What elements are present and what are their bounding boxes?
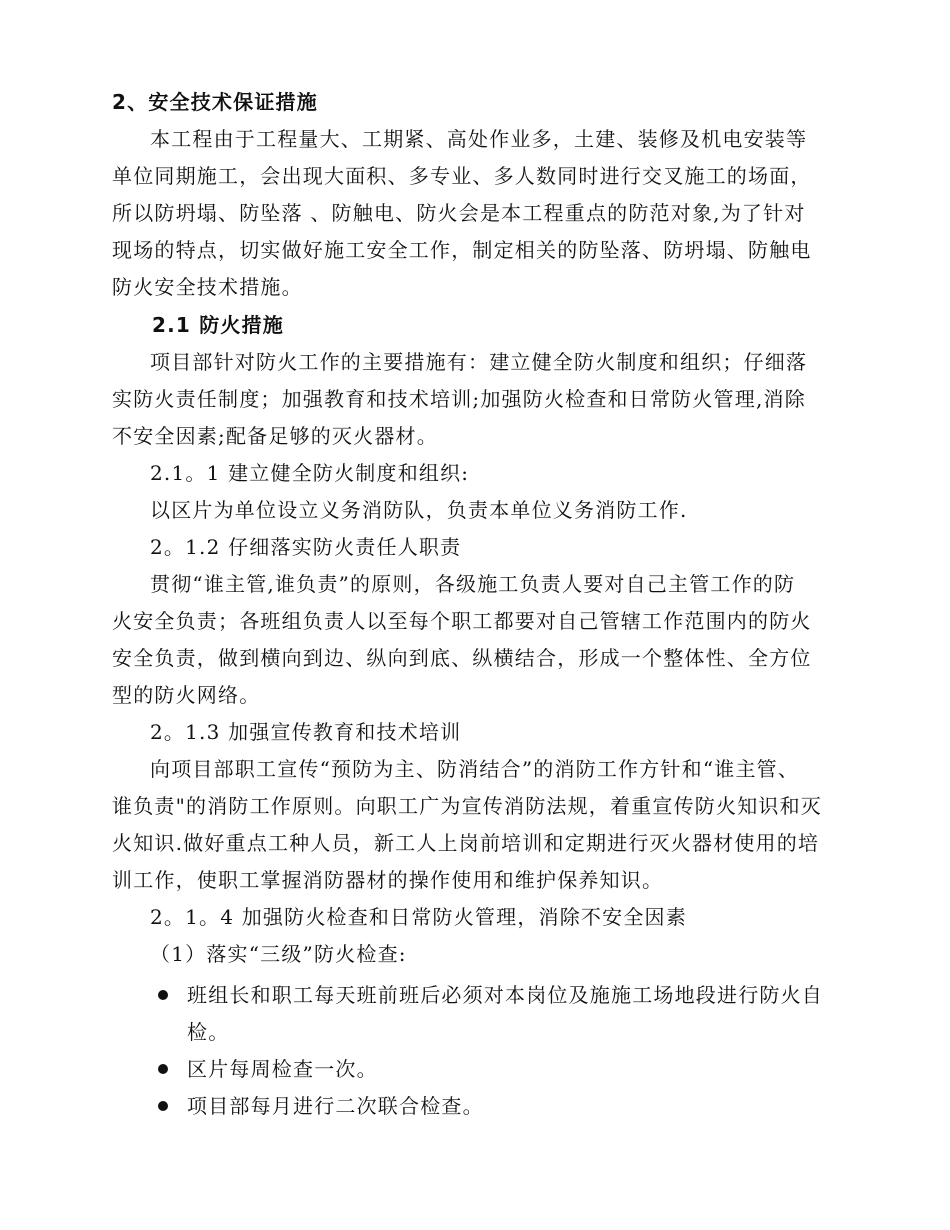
paragraph-line: 单位同期施工，会出现大面积、多专业、多人数同时进行交叉施工的场面， xyxy=(112,164,812,188)
paragraph-line: 火知识.做好重点工种人员，新工人上岗前培训和定期进行灭火器材使用的培 xyxy=(112,831,820,855)
item-heading-2-1-2: 2。1.2 仔细落实防火责任人职责 xyxy=(150,535,462,559)
paragraph-line: 所以防坍塌、防坠落 、防触电、防火会是本工程重点的防范对象,为了针对 xyxy=(112,201,806,225)
item-heading-2-1-4: 2。1。4 加强防火检查和日常防火管理，消除不安全因素 xyxy=(150,905,687,929)
paragraph-line: 以区片为单位设立义务消防队，负责本单位义务消防工作. xyxy=(150,498,688,522)
paragraph-line: 本工程由于工程量大、工期紧、高处作业多，土建、装修及机电安装等 xyxy=(150,127,808,151)
item-heading-2-1-3: 2。1.3 加强宣传教育和技术培训 xyxy=(150,720,462,744)
paragraph-line: 向项目部职工宣传“预防为主、防消结合”的消防工作方针和“谁主管、 xyxy=(150,757,800,781)
bullet-icon xyxy=(158,990,168,1000)
list-item-line: 区片每周检查一次。 xyxy=(187,1057,378,1081)
subsection-heading: 2.1 防火措施 xyxy=(152,313,284,337)
paragraph-line: 贯彻“谁主管,谁负责”的原则，各级施工负责人要对自己主管工作的防 xyxy=(150,572,796,596)
paragraph-line: 型的防火网络。 xyxy=(112,683,261,707)
section-heading: 2、安全技术保证措施 xyxy=(112,90,318,114)
paragraph-line: 实防火责任制度；加强教育和技术培训;加强防火检查和日常防火管理,消除 xyxy=(112,387,806,411)
paragraph-line: 火安全负责；各班组负责人以至每个职工都要对自己管辖工作范围内的防火 xyxy=(112,609,812,633)
list-item-line: 检。 xyxy=(187,1020,230,1044)
list-item-line: 班组长和职工每天班前班后必须对本岗位及施施工场地段进行防火自 xyxy=(187,983,823,1007)
paragraph-line: 谁负责"的消防工作原则。向职工广为宣传消防法规，着重宣传防火知识和灭 xyxy=(112,794,822,818)
paragraph-line: 安全负责，做到横向到边、纵向到底、纵横结合，形成一个整体性、全方位 xyxy=(112,646,812,670)
paragraph-line: 不安全因素;配备足够的灭火器材。 xyxy=(112,424,438,448)
paragraph-line: 项目部针对防火工作的主要措施有：建立健全防火制度和组织；仔细落 xyxy=(150,350,808,374)
list-item-line: 项目部每月进行二次联合检查。 xyxy=(187,1094,484,1118)
item-heading-2-1-1: 2.1。1 建立健全防火制度和组织: xyxy=(150,461,470,485)
bullet-icon xyxy=(158,1101,168,1111)
paragraph-line: 防火安全技术措施。 xyxy=(112,275,303,299)
paragraph-line: 训工作，使职工掌握消防器材的操作使用和维护保养知识。 xyxy=(112,868,664,892)
paragraph-line: 现场的特点，切实做好施工安全工作，制定相关的防坠落、防坍塌、防触电 xyxy=(112,238,812,262)
bullet-icon xyxy=(158,1064,168,1074)
item-2-1-4-subheading: （1）落实“三级”防火检查: xyxy=(150,942,407,966)
